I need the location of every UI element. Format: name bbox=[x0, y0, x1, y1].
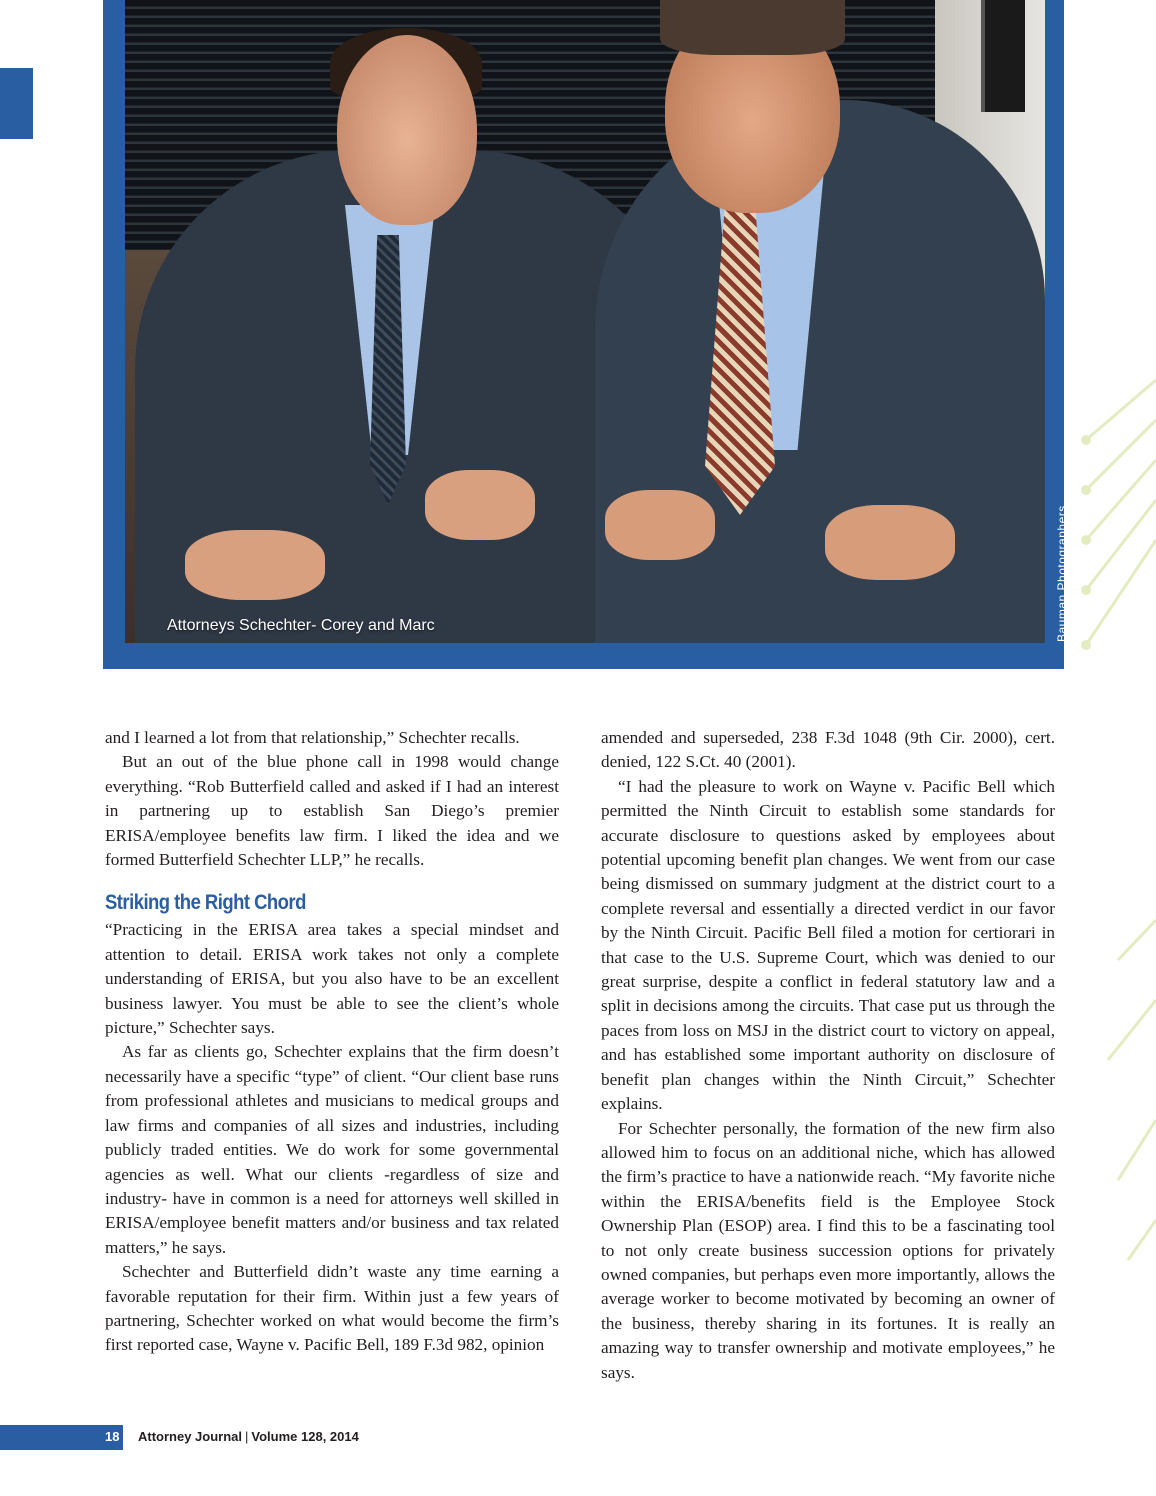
photo-caption: Attorneys Schechter- Corey and Marc bbox=[167, 617, 435, 634]
attorneys-photo bbox=[125, 0, 1045, 643]
volume-info: Volume 128, 2014 bbox=[251, 1429, 359, 1444]
paragraph: Schechter and Butterfield didn’t waste any time earning a favorable reputation for their firm. Within just a few years of partnering, Schechter worked on what would become the firm’s first reported case, Wayne v. Pacific Bell, 189 F.3d 982, opinion bbox=[105, 1262, 559, 1355]
marc-right-hand bbox=[825, 505, 955, 580]
paragraph: As far as clients go, Schechter explains that the firm doesn’t necessarily have a specific “type” of client. “Our client base runs from professional athletes and musicians to medical groups and law firms and companies of all sizes and industries, including publicly traded entities. We do work for some governmental agencies as well. What our clients -regardless of size and industry- have in common is a need for attorneys well skilled in ERISA/employee benefit matters and/or business and tax related matters,” he says. bbox=[105, 1042, 559, 1257]
paragraph: and I learned a lot from that relationship,” Schechter recalls. bbox=[105, 728, 520, 747]
footer-publication-info bbox=[138, 1429, 359, 1444]
paragraph: For Schechter personally, the formation of the new firm also allowed him to focus on an additional niche, which has allowed the firm’s practice to have a nationwide reach. “My favorite niche within the ERISA/benefits field is the Employee Stock Ownership Plan (ESOP) area. I find this to be a fascinating tool to not only create business succession options for privately owned companies, but perhaps even more importantly, allows the average worker to become motivated by becoming an owner of the business, thereby sharing in its fortunes. It is really an amazing way to transfer ownership and motivate employees,” he says. bbox=[601, 1118, 1055, 1382]
paragraph: “I had the pleasure to work on Wayne v. Pacific Bell which permitted the Ninth Circuit to establish some standards for accurate disclosure to questions asked by employees about potential upcoming benefit plan changes. We went from our case being dismissed on summary judgment at the district court to a complete reversal and essentially a directed verdict in our favor by the Ninth Circuit. Pacific Bell filed a motion for certiorari in that case to the U.S. Supreme Court, which was denied to our great surprise, despite a conflict in federal statutory law and a split in decisions among the circuits. That case put us through the paces from loss on MSJ in the district court to victory on appeal, and has established some important authority on disclosure of benefit plan changes within the Ninth Circuit,” Schechter explains. bbox=[601, 776, 1055, 1114]
marc-left-hand bbox=[605, 490, 715, 560]
paragraph: “Practicing in the ERISA area takes a special mindset and attention to detail. ERISA work takes not only a complete understanding of ERISA, but you also have to be an excellent business lawyer. You must be able to see the client’s whole picture,” Schechter says. bbox=[105, 920, 559, 1038]
article-column-left bbox=[105, 726, 559, 1358]
photo-frame bbox=[103, 0, 1064, 669]
page-number: 18 bbox=[105, 1429, 120, 1444]
corey-face bbox=[337, 35, 477, 225]
paragraph: amended and superseded, 238 F.3d 1048 (9th Cir. 2000), cert. denied, 122 S.Ct. 40 (2001). bbox=[601, 728, 1055, 772]
side-color-tab bbox=[0, 68, 33, 139]
marc-hair bbox=[660, 0, 845, 55]
corey-left-hand bbox=[185, 530, 325, 600]
paragraph: But an out of the blue phone call in 1998 would change everything. “Rob Butterfield called and asked if I had an interest in partnering up to establish San Diego’s premier ERISA/employee benefits law firm. I liked the idea and we formed Butterfield Schechter LLP,” he recalls. bbox=[105, 752, 559, 870]
photo-credit: Bauman Photographers bbox=[1055, 505, 1069, 642]
wall-picture-frame bbox=[981, 0, 1025, 112]
footer-separator: | bbox=[245, 1429, 249, 1444]
section-heading: Striking the Right Chord bbox=[105, 891, 306, 915]
decorative-circuit-lines bbox=[1078, 360, 1156, 1340]
publication-name: Attorney Journal bbox=[138, 1429, 243, 1444]
corey-right-hand bbox=[425, 470, 535, 540]
article-column-right bbox=[601, 726, 1055, 1385]
